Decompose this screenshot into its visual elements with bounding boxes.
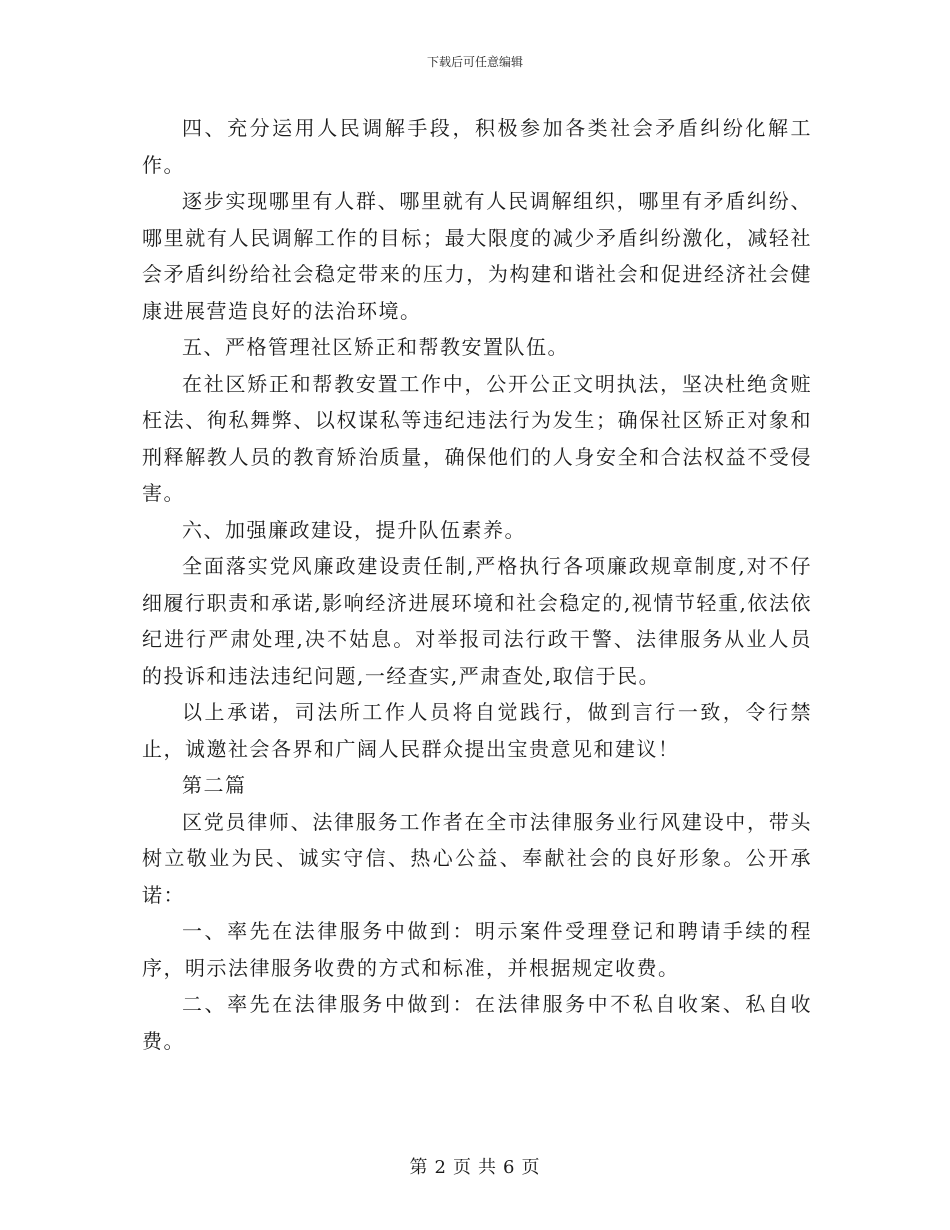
paragraph: 在社区矫正和帮教安置工作中，公开公正文明执法，坚决杜绝贪赃枉法、徇私舞弊、以权谋私等违纪违法行为发生；确保社区矫正对象和刑释解教人员的教育矫治质量，确保他们的人身安全和合法权益不受侵害。 xyxy=(142,371,812,505)
current-page-number: 2 xyxy=(434,1157,447,1178)
footer-label-page-unit: 页 xyxy=(453,1157,472,1178)
document-body xyxy=(142,110,812,1059)
paragraph: 全面落实党风廉政建设责任制,严格执行各项廉政规章制度,对不仔细履行职责和承诺,影响经济进展环境和社会稳定的,视情节轻重,依法依纪进行严肃处理,决不姑息。对举报司法行政干警、法律服务从业人员的投诉和违法违纪问题,一经查实,严肃查处,取信于民。 xyxy=(142,554,812,688)
paragraph: 一、率先在法律服务中做到：明示案件受理登记和聘请手续的程序，明示法律服务收费的方式和标准，并根据规定收费。 xyxy=(142,919,812,980)
footer-label-total-unit: 页 xyxy=(521,1157,541,1178)
header-note: 下载后可任意编辑 xyxy=(426,55,523,69)
paragraph: 逐步实现哪里有人群、哪里就有人民调解组织，哪里有矛盾纠纷、哪里就有人民调解工作的目标；最大限度的减少矛盾纠纷激化，减轻社会矛盾纠纷给社会稳定带来的压力，为构建和谐社会和促进经济社会健康进展营造良好的法治环境。 xyxy=(142,189,812,323)
footer-label-total: 共 xyxy=(478,1157,497,1178)
section-heading: 六、加强廉政建设，提升队伍素养。 xyxy=(182,517,526,542)
total-pages-number: 6 xyxy=(503,1157,516,1178)
paragraph: 二、率先在法律服务中做到：在法律服务中不私自收案、私自收费。 xyxy=(142,992,812,1053)
page-number-footer xyxy=(0,1153,950,1179)
paragraph: 以上承诺，司法所工作人员将自觉践行，做到言行一致，令行禁止，诚邀社会各界和广阔人民群众提出宝贵意见和建议！ xyxy=(142,700,812,761)
paragraph: 区党员律师、法律服务工作者在全市法律服务业行风建设中，带头树立敬业为民、诚实守信、热心公益、奉献社会的良好形象。公开承诺： xyxy=(142,809,812,907)
part-heading: 第二篇 xyxy=(182,773,247,797)
paragraph: 四、充分运用人民调解手段，积极参加各类社会矛盾纠纷化解工作。 xyxy=(142,116,812,177)
footer-label-page: 第 xyxy=(409,1157,429,1178)
section-heading: 五、严格管理社区矫正和帮教安置队伍。 xyxy=(182,335,569,359)
